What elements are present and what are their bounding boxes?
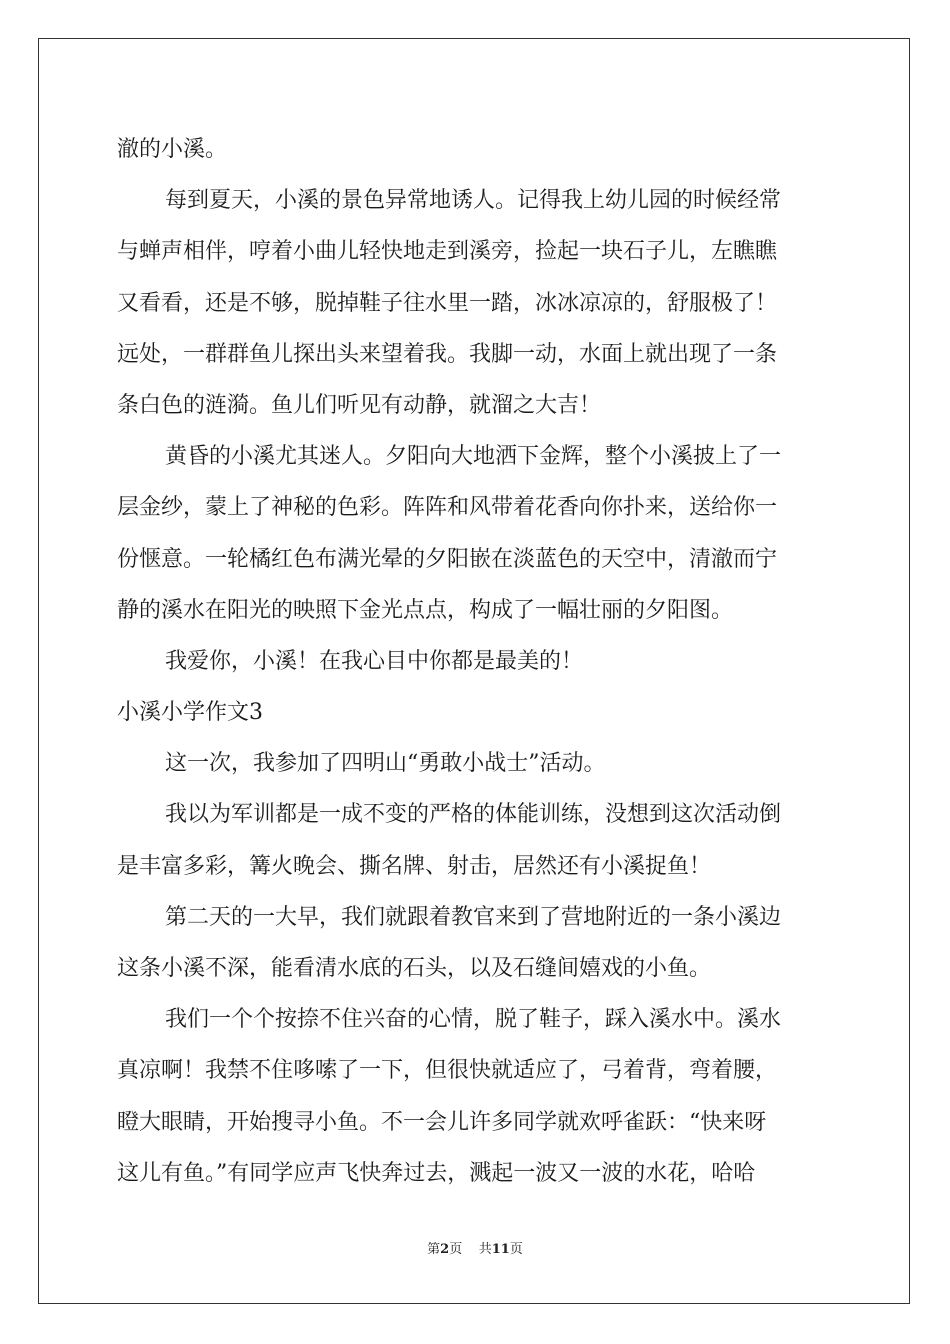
text-line-7: 黄昏的小溪尤其迷人。夕阳向大地洒下金辉，整个小溪披上了一	[165, 444, 782, 470]
page-number: 2	[440, 1242, 450, 1257]
page-suffix: 页	[449, 1242, 463, 1257]
total-pages: 11	[491, 1242, 510, 1257]
text-line-9: 份惬意。一轮橘红色布满光晕的夕阳嵌在淡蓝色的天空中，清澈而宁	[117, 546, 778, 572]
text-line-17: 这条小溪不深，能看清水底的石头，以及石缝间嬉戏的小鱼。	[117, 956, 712, 981]
page-footer	[0, 1238, 950, 1257]
text-line-8: 层金纱，蒙上了神秘的色彩。阵阵和风带着花香向你扑来，送给你一	[117, 495, 778, 521]
text-line-18: 我们一个个按捺不住兴奋的心情，脱了鞋子，踩入溪水中。溪水	[165, 1007, 782, 1033]
text-line-16: 第二天的一大早，我们就跟着教官来到了营地附近的一条小溪边	[165, 904, 782, 930]
text-line-3: 与蝉声相伴，哼着小曲儿轻快地走到溪旁，捡起一块石子儿，左瞧瞧	[117, 239, 778, 265]
text-line-5: 远处，一群群鱼儿探出头来望着我。我脚一动，水面上就出现了一条	[117, 341, 778, 367]
text-line-19: 真凉啊！我禁不住哆嗦了一下，但很快就适应了，弓着背，弯着腰，	[117, 1058, 778, 1084]
text-line-11: 我爱你，小溪！在我心目中你都是最美的！	[165, 648, 584, 674]
text-line-1: 澈的小溪。	[117, 137, 228, 162]
text-line-21: 这儿有鱼。”有同学应声飞快奔过去，溅起一波又一波的水花，哈哈	[117, 1160, 756, 1186]
total-prefix: 共	[478, 1242, 492, 1257]
text-line-15: 是丰富多彩，篝火晚会、撕名牌、射击，居然还有小溪捉鱼！	[117, 853, 712, 879]
section-heading: 小溪小学作文3	[117, 700, 263, 726]
text-line-20: 瞪大眼睛，开始搜寻小鱼。不一会儿许多同学就欢呼雀跃：“快来呀	[117, 1109, 767, 1135]
text-line-13: 这一次，我参加了四明山“勇敢小战士”活动。	[165, 751, 606, 777]
text-line-10: 静的溪水在阳光的映照下金光点点，构成了一幅壮丽的夕阳图。	[117, 597, 734, 623]
page-prefix: 第	[427, 1242, 441, 1257]
text-line-14: 我以为军训都是一成不变的严格的体能训练，没想到这次活动倒	[165, 802, 782, 828]
text-line-4: 又看看，还是不够，脱掉鞋子往水里一踏，冰冰凉凉的，舒服极了！	[117, 290, 778, 316]
total-suffix: 页	[509, 1242, 523, 1257]
text-line-6: 条白色的涟漪。鱼儿们听见有动静，就溜之大吉！	[117, 392, 602, 418]
text-line-2: 每到夏天，小溪的景色异常地诱人。记得我上幼儿园的时候经常	[165, 188, 782, 214]
document-body	[117, 124, 837, 1199]
